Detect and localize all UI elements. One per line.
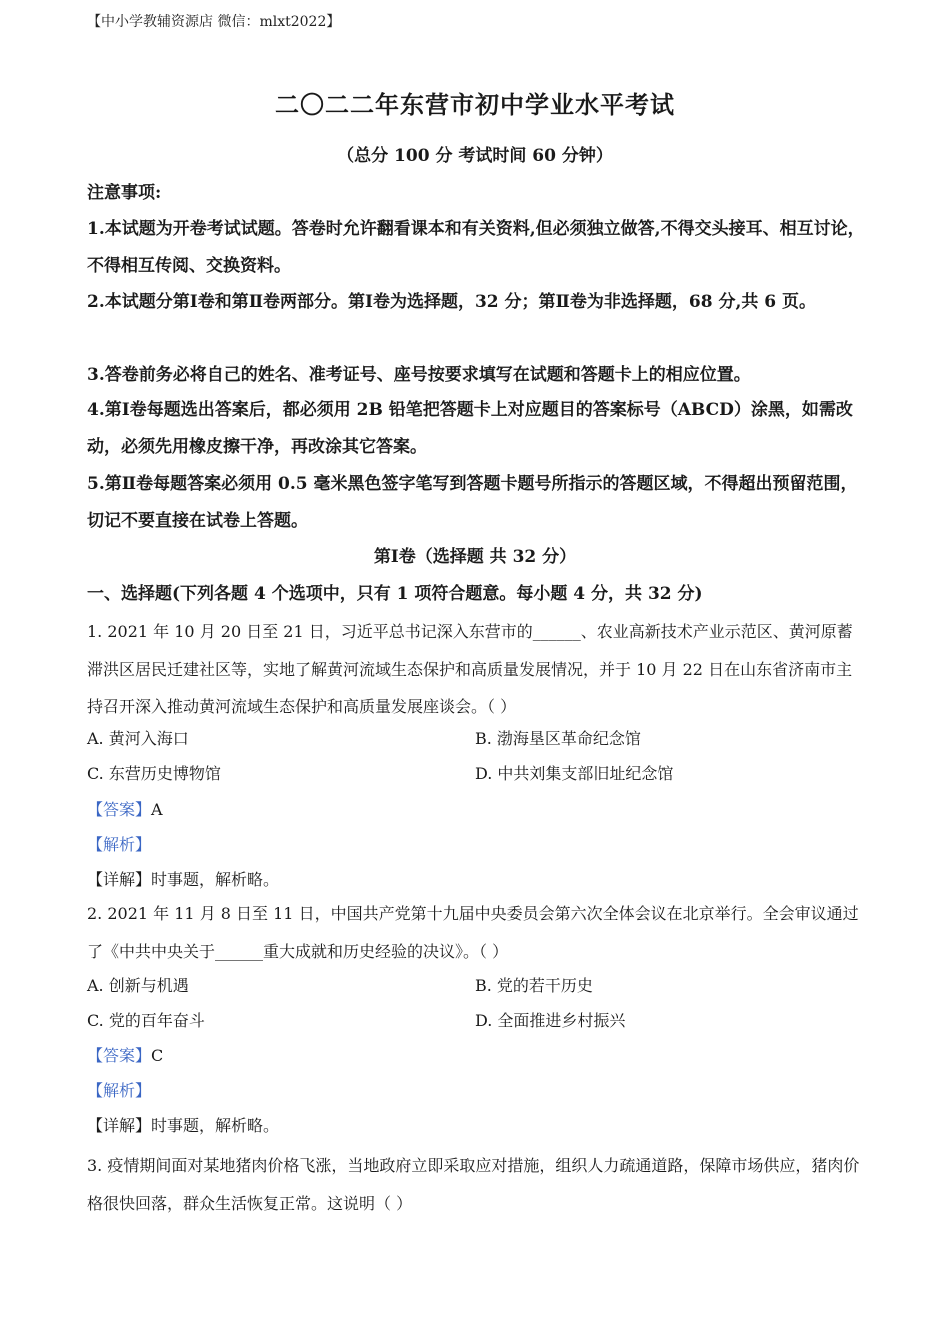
detail-label: 【详解】 (87, 870, 152, 889)
detail-label: 【详解】 (87, 1116, 152, 1135)
notice-item-4: 4.第Ⅰ卷每题选出答案后，都必须用 2B 铅笔把答题卡上对应题目的答案标号（ABCD）涂黑，如需改动，必须先用橡皮擦干净，再改涂其它答案。 (87, 400, 853, 457)
exam-title: 二〇二二年东营市初中学业水平考试 (275, 90, 675, 119)
question-2-option-a: A. 创新与机遇 (87, 976, 189, 995)
question-2-option-b: B. 党的若干历史 (475, 976, 593, 995)
question-2-analysis (87, 1078, 151, 1104)
notice-item-2: 2.本试题分第Ⅰ卷和第Ⅱ卷两部分。第Ⅰ卷为选择题，32 分；第Ⅱ卷为非选择题，68 分,共 6 页。 (87, 292, 817, 312)
section-title: 一、选择题(下列各题 4 个选项中，只有 1 项符合题意。每小题 4 分，共 32 分) (87, 584, 703, 604)
question-1-options-row-2 (87, 761, 887, 787)
question-1-stem: 1. 2021 年 10 月 20 日至 21 日，习近平总书记深入东营市的______、农业高新技术产业示范区、黄河原蓄滞洪区居民迁建社区等，实地了解黄河流域生态保护和高质量发展情况，并于 10 月 22 日在山东省济南市主持召开深入推动黄河流域生态保护和高质量发展座谈会。（ ） (87, 622, 853, 716)
question-2-options-row-2 (87, 1008, 887, 1034)
exam-subtitle: （总分 100 分 考试时间 60 分钟） (337, 146, 613, 166)
answer-label: 【答案】 (87, 1046, 152, 1065)
notice-item-1: 1.本试题为开卷考试试题。答卷时允许翻看课本和有关资料,但必须独立做答,不得交头接耳、相互讨论，不得相互传阅、交换资料。 (87, 219, 865, 276)
question-2-answer (87, 1043, 163, 1069)
question-1-option-c: C. 东营历史博物馆 (87, 764, 221, 783)
answer-label: 【答案】 (87, 800, 152, 819)
question-1-answer (87, 797, 163, 823)
question-1-option-b: B. 渤海垦区革命纪念馆 (475, 729, 641, 748)
part-title: 第Ⅰ卷（选择题 共 32 分） (373, 547, 577, 567)
question-1-detail (87, 867, 279, 893)
notice-heading: 注意事项: (87, 183, 162, 203)
question-3-stem: 3. 疫情期间面对某地猪肉价格飞涨，当地政府立即采取应对措施，组织人力疏通道路，保障市场供应，猪肉价格很快回落，群众生活恢复正常。这说明（ ） (87, 1156, 860, 1213)
answer-value: C (151, 1046, 164, 1065)
question-2-options-row-1 (87, 973, 887, 999)
question-1-option-a: A. 黄河入海口 (87, 729, 189, 748)
analysis-label: 【解析】 (87, 1081, 152, 1100)
question-1-option-d: D. 中共刘集支部旧址纪念馆 (475, 764, 674, 783)
question-2-option-d: D. 全面推进乡村振兴 (475, 1011, 626, 1030)
notice-item-3: 3.答卷前务必将自己的姓名、准考证号、座号按要求填写在试题和答题卡上的相应位置。 (87, 365, 751, 385)
question-1-options-row-1 (87, 726, 887, 752)
question-2-detail (87, 1113, 279, 1139)
analysis-label: 【解析】 (87, 835, 152, 854)
question-1-analysis (87, 832, 151, 858)
detail-text: 时事题，解析略。 (151, 870, 280, 889)
detail-text: 时事题，解析略。 (151, 1116, 280, 1135)
question-2-stem: 2. 2021 年 11 月 8 日至 11 日，中国共产党第十九届中央委员会第六次全体会议在北京举行。全会审议通过了《中共中央关于______重大成就和历史经验的决议》。（ ） (87, 904, 859, 961)
question-2-option-c: C. 党的百年奋斗 (87, 1011, 205, 1030)
answer-value: A (151, 800, 163, 819)
header-note: 【中小学教辅资源店 微信：mlxt2022】 (87, 14, 341, 30)
notice-item-5: 5.第Ⅱ卷每题答案必须用 0.5 毫米黑色签字笔写到答题卡题号所指示的答题区域，不得超出预留范围，切记不要直接在试卷上答题。 (87, 474, 858, 531)
